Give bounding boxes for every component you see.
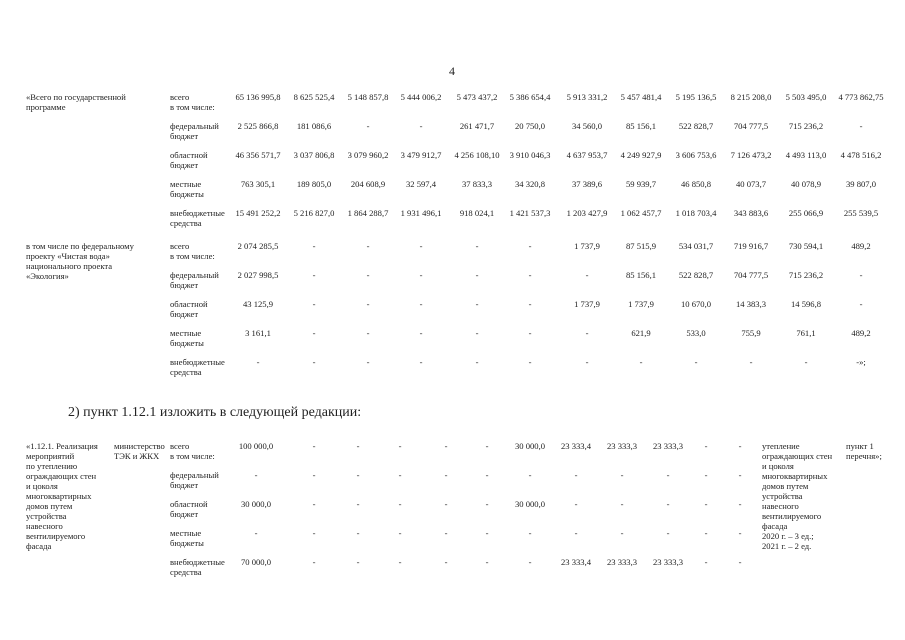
- table-cell: -: [398, 499, 402, 509]
- table-cell: -: [254, 528, 258, 538]
- table-cell: -: [738, 557, 742, 567]
- table-cell: -: [704, 470, 708, 480]
- row-label: всего в том числе:: [170, 92, 215, 112]
- table-cell: -: [366, 270, 370, 280]
- table-cell: -: [574, 470, 578, 480]
- table-cell: 85 156,1: [625, 270, 657, 280]
- table-cell: -: [356, 441, 360, 451]
- table-cell: 1 421 537,3: [509, 208, 551, 218]
- table-cell: -: [704, 528, 708, 538]
- table-cell: 34 320,8: [514, 179, 546, 189]
- table-cell: -: [398, 528, 402, 538]
- table-cell: -: [585, 357, 589, 367]
- table-cell: 23 333,3: [652, 441, 684, 451]
- table-cell: 14 383,3: [735, 299, 767, 309]
- table-cell: 30 000,0: [514, 441, 546, 451]
- table-cell: 5 444 006,2: [400, 92, 442, 102]
- table-cell: 20 750,0: [514, 121, 546, 131]
- table-cell: -: [585, 328, 589, 338]
- table-cell: -: [444, 557, 448, 567]
- table-cell: -: [312, 470, 316, 480]
- table-cell: 489,2: [851, 241, 871, 251]
- table-cell: -: [528, 299, 532, 309]
- table-cell: -: [256, 357, 260, 367]
- table-cell: -: [312, 270, 316, 280]
- table-cell: -: [398, 557, 402, 567]
- result-description: утепление ограждающих стен и цоколя многоквартирных домов путем устройства навесного вентилируемого фасада 2020 г. – 3 ед.; 2021 г. – 2 ед.: [762, 441, 833, 551]
- table-cell: -: [485, 557, 489, 567]
- table-cell: -: [254, 470, 258, 480]
- table-cell: 5 503 495,0: [785, 92, 827, 102]
- table-cell: 87 515,9: [625, 241, 657, 251]
- table-cell: 621,9: [631, 328, 651, 338]
- table-cell: 23 333,3: [606, 557, 638, 567]
- table-cell: -: [666, 470, 670, 480]
- row-label: внебюджетные средства: [170, 557, 225, 577]
- table-cell: 730 594,1: [788, 241, 824, 251]
- table-cell: 5 216 827,0: [293, 208, 335, 218]
- table-cell: -: [419, 121, 423, 131]
- table-cell: 4 256 108,10: [454, 150, 500, 160]
- table-cell: -: [475, 328, 479, 338]
- table-cell: -: [366, 357, 370, 367]
- table-cell: 715 236,2: [788, 121, 824, 131]
- table-cell: -: [528, 328, 532, 338]
- table-cell: 1 737,9: [628, 299, 654, 309]
- row-label: областной бюджет: [170, 150, 208, 170]
- table-cell: 2 074 285,5: [237, 241, 279, 251]
- table-cell: 23 333,3: [652, 557, 684, 567]
- table-cell: 4 249 927,9: [620, 150, 662, 160]
- table-cell: 3 161,1: [245, 328, 271, 338]
- row-label: федеральный бюджет: [170, 121, 219, 141]
- table-cell: 3 606 753,6: [675, 150, 717, 160]
- table-cell: 39 807,0: [845, 179, 877, 189]
- table-cell: 46 356 571,7: [235, 150, 281, 160]
- table-cell: 32 597,4: [405, 179, 437, 189]
- table-cell: -: [485, 441, 489, 451]
- table-cell: -: [366, 299, 370, 309]
- table-cell: -: [620, 528, 624, 538]
- table-cell: 30 000,0: [514, 499, 546, 509]
- table-cell: 522 828,7: [678, 270, 714, 280]
- table-cell: 5 473 437,2: [456, 92, 498, 102]
- table-cell: -: [585, 270, 589, 280]
- table-cell: 763 305,1: [240, 179, 276, 189]
- table-cell: 1 203 427,9: [566, 208, 608, 218]
- table-cell: 255 539,5: [843, 208, 879, 218]
- table-cell: 3 037 806,8: [293, 150, 335, 160]
- table-cell: -: [444, 499, 448, 509]
- table-cell: -: [312, 241, 316, 251]
- row-label: областной бюджет: [170, 499, 208, 519]
- table-cell: 8 625 525,4: [293, 92, 335, 102]
- table-cell: -: [620, 499, 624, 509]
- table-cell: -»;: [856, 357, 866, 367]
- table-cell: 5 457 481,4: [620, 92, 662, 102]
- table-cell: -: [704, 499, 708, 509]
- table-cell: 719 916,7: [733, 241, 769, 251]
- table-cell: 1 737,9: [574, 299, 600, 309]
- table-cell: -: [419, 328, 423, 338]
- row-label: внебюджетные средства: [170, 357, 225, 377]
- table-cell: -: [356, 528, 360, 538]
- table-cell: -: [738, 470, 742, 480]
- table-cell: -: [419, 357, 423, 367]
- table-cell: -: [528, 357, 532, 367]
- table-cell: -: [312, 357, 316, 367]
- table-cell: 522 828,7: [678, 121, 714, 131]
- table-cell: 204 608,9: [350, 179, 386, 189]
- table-cell: 85 156,1: [625, 121, 657, 131]
- table-cell: -: [666, 528, 670, 538]
- table-cell: 2 525 866,8: [237, 121, 279, 131]
- table-cell: -: [419, 241, 423, 251]
- table-cell: 5 195 136,5: [675, 92, 717, 102]
- table-cell: 5 148 857,8: [347, 92, 389, 102]
- table-cell: -: [749, 357, 753, 367]
- table-cell: -: [704, 441, 708, 451]
- table-cell: 5 913 331,2: [566, 92, 608, 102]
- table-cell: 343 883,6: [733, 208, 769, 218]
- table-cell: 534 031,7: [678, 241, 714, 251]
- table-cell: -: [312, 299, 316, 309]
- table-cell: -: [528, 557, 532, 567]
- row-label: федеральный бюджет: [170, 270, 219, 290]
- table-cell: -: [366, 121, 370, 131]
- table-cell: 40 078,9: [790, 179, 822, 189]
- table-cell: 23 333,4: [560, 441, 592, 451]
- table-cell: 4 478 516,2: [840, 150, 882, 160]
- table-cell: 3 079 960,2: [347, 150, 389, 160]
- table-cell: -: [475, 357, 479, 367]
- table-cell: -: [356, 470, 360, 480]
- table-cell: 261 471,7: [459, 121, 495, 131]
- row-label: федеральный бюджет: [170, 470, 219, 490]
- table-cell: -: [356, 557, 360, 567]
- table-cell: -: [738, 499, 742, 509]
- table-cell: -: [475, 270, 479, 280]
- page-number: 4: [449, 64, 455, 78]
- table-cell: 37 389,6: [571, 179, 603, 189]
- table-cell: 14 596,8: [790, 299, 822, 309]
- row-label: всего в том числе:: [170, 241, 215, 261]
- table-cell: 15 491 252,2: [235, 208, 281, 218]
- table-cell: 43 125,9: [242, 299, 274, 309]
- table-cell: -: [859, 121, 863, 131]
- table-cell: -: [639, 357, 643, 367]
- list-reference: пункт 1 перечня»;: [846, 441, 882, 461]
- section-title: в том числе по федеральному проекту «Чистая вода» национального проекта «Экология»: [26, 241, 134, 281]
- row-label: областной бюджет: [170, 299, 208, 319]
- table-cell: 100 000,0: [238, 441, 274, 451]
- table-cell: 1 931 496,1: [400, 208, 442, 218]
- table-cell: -: [312, 328, 316, 338]
- table-cell: -: [485, 499, 489, 509]
- row-label: всего в том числе:: [170, 441, 215, 461]
- table-cell: -: [485, 470, 489, 480]
- table-cell: 761,1: [796, 328, 816, 338]
- table-cell: -: [704, 557, 708, 567]
- table-cell: -: [804, 357, 808, 367]
- table-cell: 533,0: [686, 328, 706, 338]
- table-cell: -: [859, 270, 863, 280]
- table-cell: -: [356, 499, 360, 509]
- table-cell: -: [475, 299, 479, 309]
- table-cell: -: [312, 441, 316, 451]
- table-cell: -: [485, 528, 489, 538]
- table-cell: 1 018 703,4: [675, 208, 717, 218]
- table-cell: 755,9: [741, 328, 761, 338]
- table-cell: -: [398, 441, 402, 451]
- table-cell: 489,2: [851, 328, 871, 338]
- table-cell: -: [859, 299, 863, 309]
- table-cell: 10 670,0: [680, 299, 712, 309]
- table-cell: 2 027 998,5: [237, 270, 279, 280]
- table-cell: 70 000,0: [240, 557, 272, 567]
- table-cell: -: [419, 270, 423, 280]
- table-cell: 40 073,7: [735, 179, 767, 189]
- row-label: местные бюджеты: [170, 328, 204, 348]
- table-cell: 34 560,0: [571, 121, 603, 131]
- table-cell: -: [620, 470, 624, 480]
- section-heading: 2) пункт 1.12.1 изложить в следующей редакции:: [68, 405, 362, 420]
- table-cell: -: [444, 528, 448, 538]
- table-cell: 23 333,3: [606, 441, 638, 451]
- measure-title: «1.12.1. Реализация мероприятий по утеплению ограждающих стен и цоколя многоквартирных домов путем устройства навесного вентилируемого фасада: [26, 441, 98, 551]
- section-title: «Всего по государственной программе: [26, 92, 126, 112]
- table-cell: -: [738, 441, 742, 451]
- table-cell: 715 236,2: [788, 270, 824, 280]
- table-cell: 46 850,8: [680, 179, 712, 189]
- table-cell: -: [366, 241, 370, 251]
- table-cell: -: [419, 299, 423, 309]
- table-cell: -: [312, 528, 316, 538]
- table-cell: 181 086,6: [296, 121, 332, 131]
- table-cell: -: [444, 470, 448, 480]
- table-cell: -: [312, 499, 316, 509]
- row-label: внебюджетные средства: [170, 208, 225, 228]
- table-cell: 4 773 862,75: [838, 92, 884, 102]
- table-cell: 1 737,9: [574, 241, 600, 251]
- row-label: местные бюджеты: [170, 179, 204, 199]
- table-cell: -: [366, 328, 370, 338]
- table-cell: 59 939,7: [625, 179, 657, 189]
- table-cell: 704 777,5: [733, 270, 769, 280]
- table-cell: 918 024,1: [459, 208, 495, 218]
- table-cell: -: [528, 470, 532, 480]
- table-cell: 5 386 654,4: [509, 92, 551, 102]
- table-cell: 8 215 208,0: [730, 92, 772, 102]
- executor: министерство ТЭК и ЖКХ: [114, 441, 165, 461]
- table-cell: 30 000,0: [240, 499, 272, 509]
- table-cell: 4 493 113,0: [785, 150, 827, 160]
- table-cell: 4 637 953,7: [566, 150, 608, 160]
- table-cell: -: [574, 499, 578, 509]
- table-cell: -: [694, 357, 698, 367]
- row-label: местные бюджеты: [170, 528, 204, 548]
- table-cell: 255 066,9: [788, 208, 824, 218]
- table-cell: 65 136 995,8: [235, 92, 281, 102]
- table-cell: -: [666, 499, 670, 509]
- table-cell: -: [574, 528, 578, 538]
- table-cell: 7 126 473,2: [730, 150, 772, 160]
- table-cell: -: [528, 528, 532, 538]
- table-cell: 189 805,0: [296, 179, 332, 189]
- table-cell: 1 864 288,7: [347, 208, 389, 218]
- table-cell: 704 777,5: [733, 121, 769, 131]
- table-cell: 3 910 046,3: [509, 150, 551, 160]
- table-cell: -: [444, 441, 448, 451]
- table-cell: -: [312, 557, 316, 567]
- table-cell: -: [528, 270, 532, 280]
- table-cell: 37 833,3: [461, 179, 493, 189]
- table-cell: 1 062 457,7: [620, 208, 662, 218]
- table-cell: -: [398, 470, 402, 480]
- table-cell: -: [738, 528, 742, 538]
- table-cell: 23 333,4: [560, 557, 592, 567]
- table-cell: -: [528, 241, 532, 251]
- table-cell: -: [475, 241, 479, 251]
- table-cell: 3 479 912,7: [400, 150, 442, 160]
